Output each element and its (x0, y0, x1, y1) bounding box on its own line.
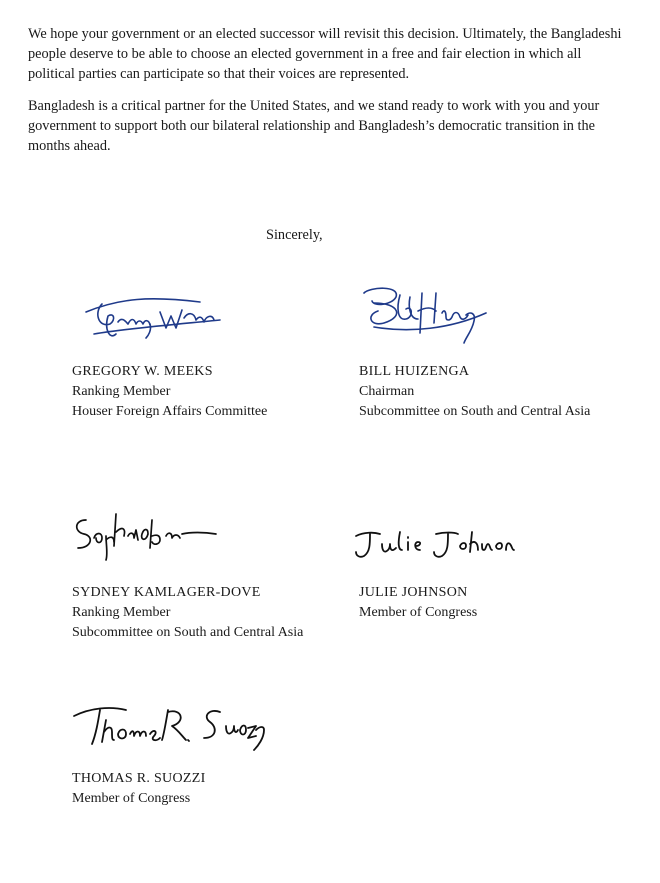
signer-name: THOMAS R. SUOZZI (72, 771, 206, 786)
signature-johnson (350, 528, 520, 564)
closing-salutation: Sincerely, (266, 227, 323, 243)
signer-org: Subcommittee on South and Central Asia (359, 404, 591, 419)
signer-block-kamlager-dove (72, 583, 303, 643)
signer-name: JULIE JOHNSON (359, 585, 468, 600)
signature-kamlager-dove (70, 510, 220, 562)
signer-title: Ranking Member (72, 605, 171, 620)
signer-org: Houser Foreign Affairs Committee (72, 404, 268, 419)
signer-title: Ranking Member (72, 384, 171, 399)
body-paragraph-1: We hope your government or an elected successor will revisit this decision. Ultimately, the Bangladeshi people deserve to be able to choose an elected government in a free and fair election in which all political parties can participate so that their voices are represented. (28, 26, 622, 82)
signer-block-huizenga (359, 362, 590, 422)
body-paragraph-2: Bangladesh is a critical partner for the United States, and we stand ready to work with you and your government to support both our bilateral relationship and Bangladesh’s democratic transition in the months ahead. (28, 98, 600, 154)
signer-block-johnson (359, 583, 477, 623)
signer-title: Member of Congress (359, 605, 478, 620)
signer-title: Chairman (359, 384, 415, 399)
signer-block-meeks (72, 362, 267, 422)
signer-name: GREGORY W. MEEKS (72, 364, 213, 379)
signature-suozzi (70, 700, 270, 756)
signer-block-suozzi (72, 769, 206, 809)
signer-title: Member of Congress (72, 791, 191, 806)
signature-huizenga (360, 283, 490, 351)
signature-meeks (80, 290, 230, 350)
signer-name: SYDNEY KAMLAGER-DOVE (72, 585, 261, 600)
signer-name: BILL HUIZENGA (359, 364, 470, 379)
signer-org: Subcommittee on South and Central Asia (72, 625, 304, 640)
